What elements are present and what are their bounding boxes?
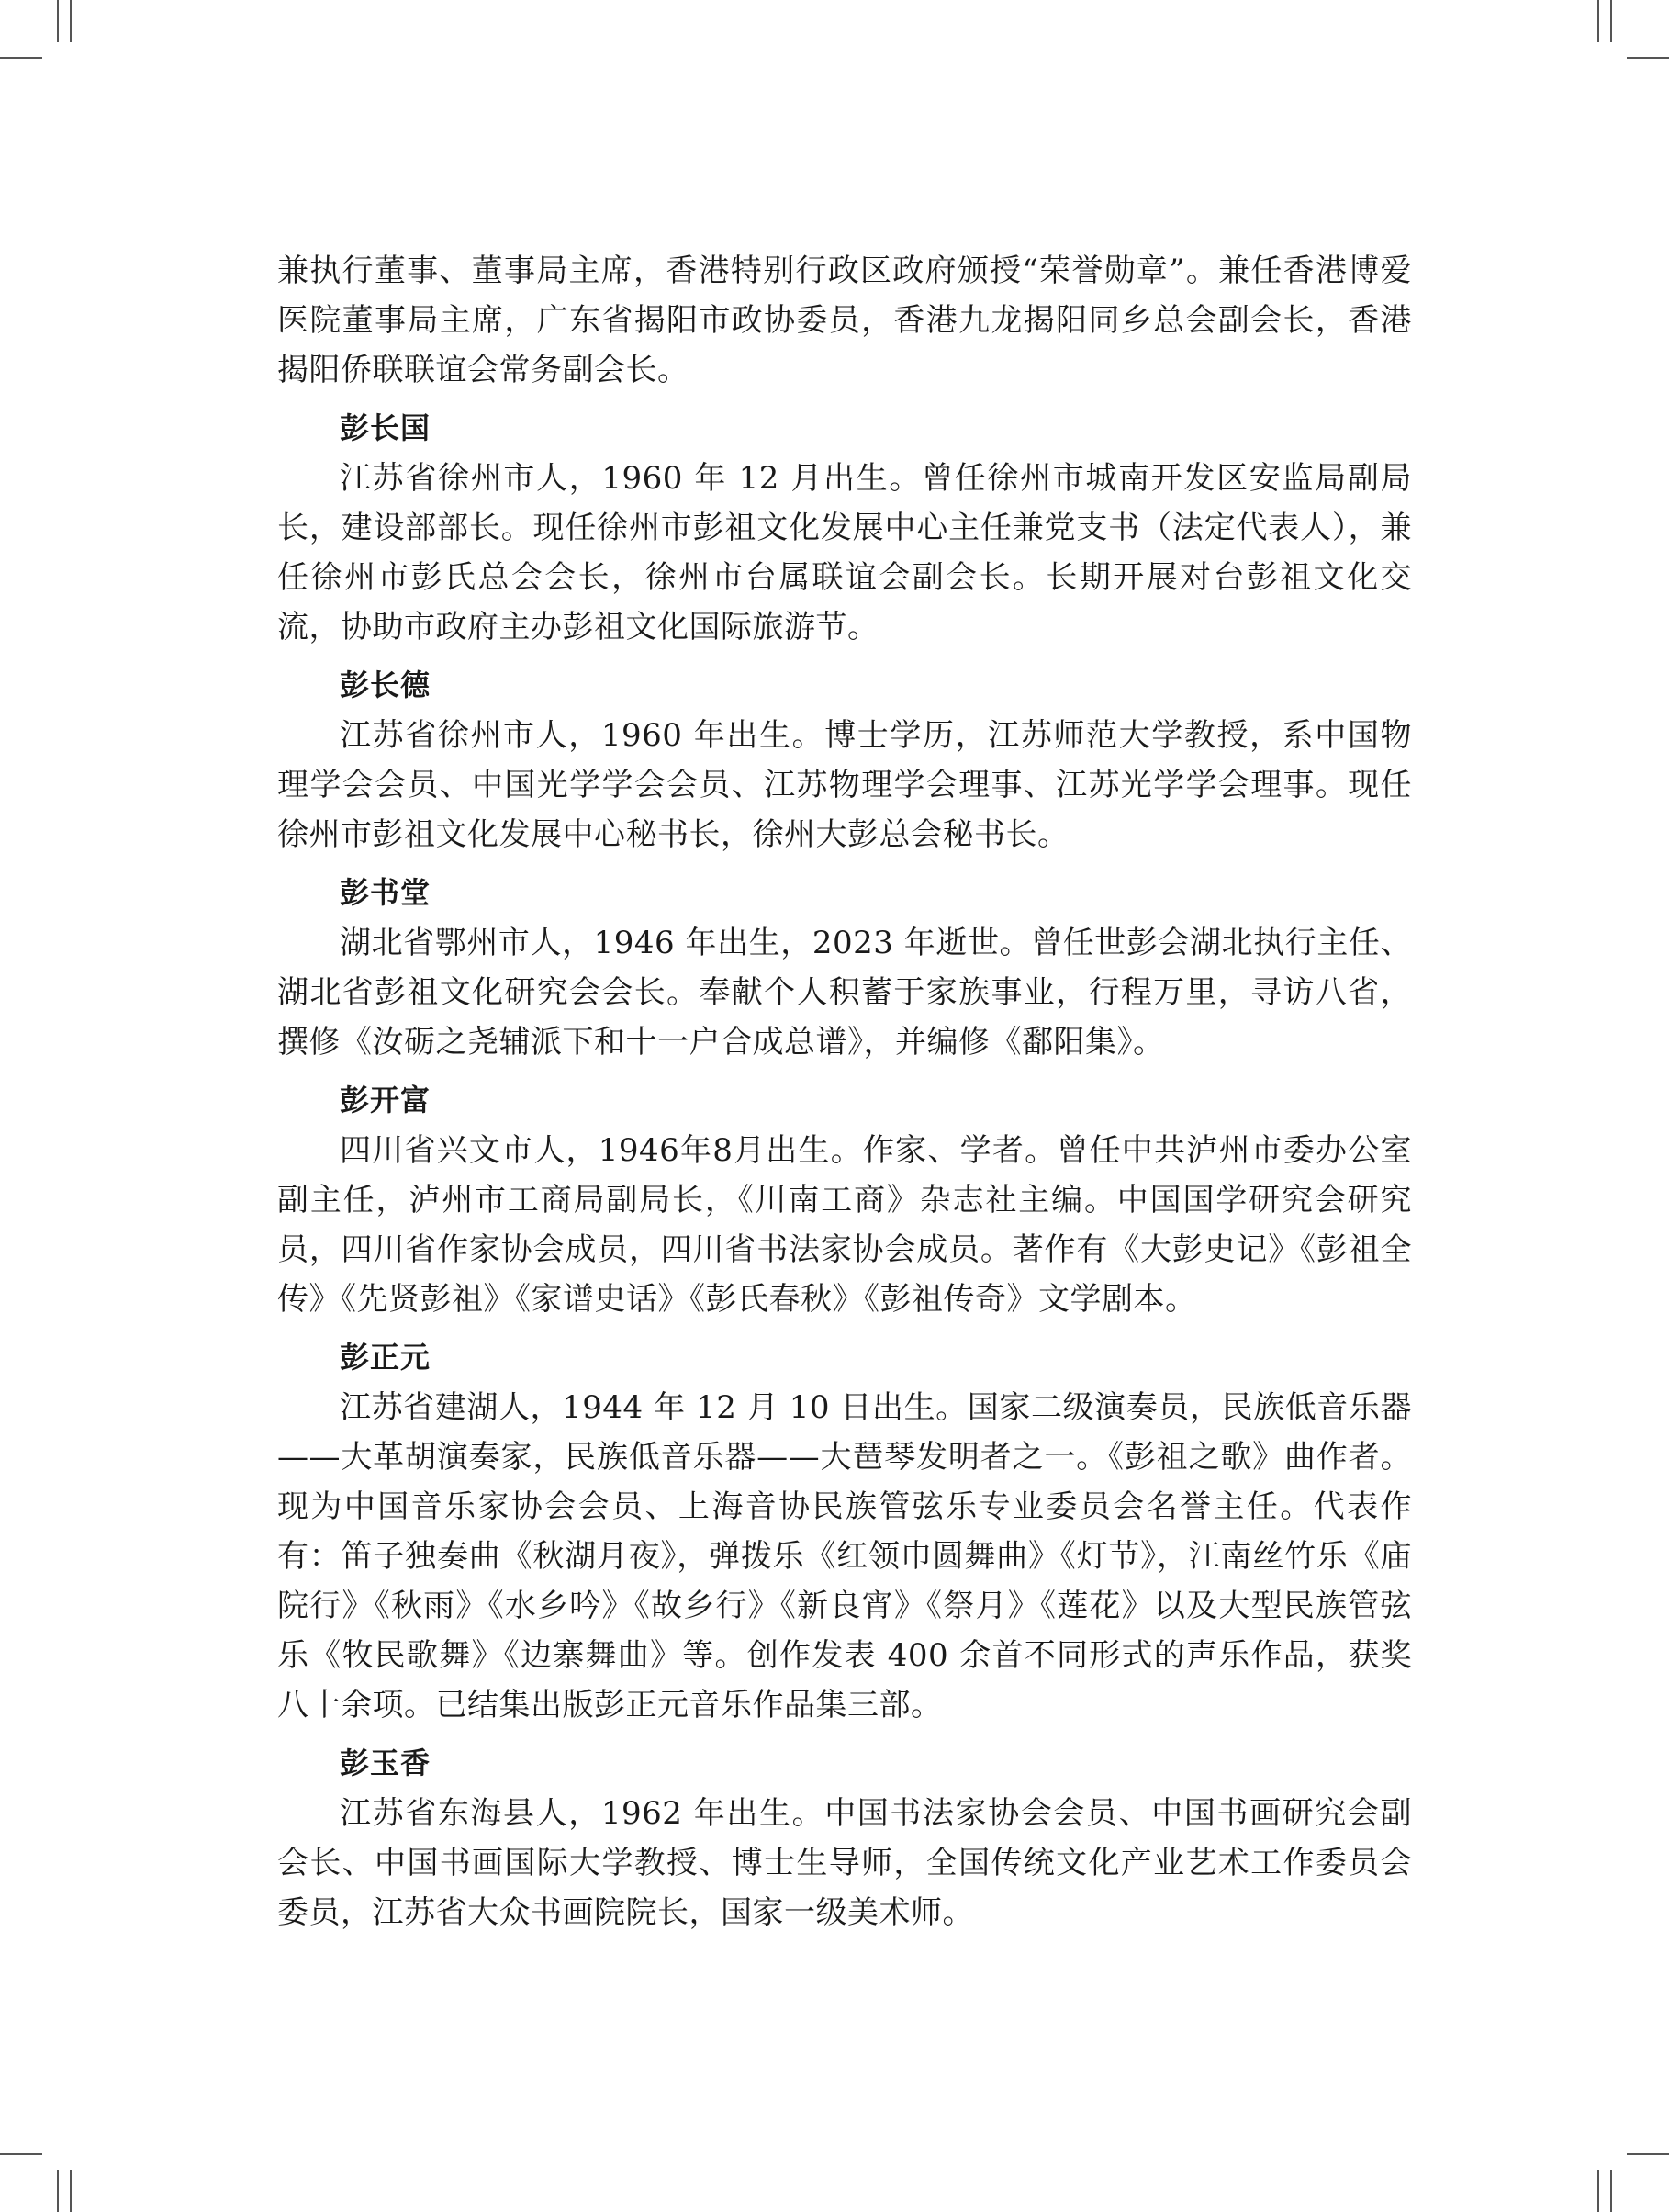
biography-entry	[277, 1737, 1412, 1937]
crop-mark	[0, 2153, 42, 2155]
crop-mark	[70, 2170, 72, 2212]
biography-entry	[277, 659, 1412, 859]
biography-entry	[277, 867, 1412, 1067]
crop-mark	[57, 2170, 59, 2212]
crop-mark	[1627, 2153, 1669, 2155]
entry-name: 彭玉香	[340, 1746, 431, 1780]
crop-mark	[1597, 2170, 1599, 2212]
entry-name: 彭开富	[340, 1083, 431, 1117]
entry-name: 彭长德	[340, 668, 431, 702]
entry-bio: 江苏省徐州市人，1960 年 12 月出生。曾任徐州市城南开发区安监局副局长，建设部部长。现任徐州市彭祖文化发展中心主任兼党支书（法定代表人），兼任徐州市彭氏总会会长，徐州市台属联谊会副会长。长期开展对台彭祖文化交流，协助市政府主办彭祖文化国际旅游节。	[277, 460, 1412, 646]
crop-mark	[0, 57, 42, 59]
biography-entry	[277, 1074, 1412, 1324]
crop-mark	[1610, 0, 1612, 42]
entry-bio: 湖北省鄂州市人，1946 年出生，2023 年逝世。曾任世彭会湖北执行主任、湖北省彭祖文化研究会会长。奉献个人积蓄于家族事业，行程万里，寻访八省，撰修《汝砺之尧辅派下和十一户合成总谱》，并编修《鄱阳集》。	[277, 925, 1412, 1061]
biography-entry	[277, 1331, 1412, 1730]
entry-bio: 四川省兴文市人，1946年8月出生。作家、学者。曾任中共泸州市委办公室副主任，泸州市工商局副局长，《川南工商》杂志社主编。中国国学研究会研究员，四川省作家协会成员，四川省书法家协会成员。著作有《大彭史记》《彭祖全传》《先贤彭祖》《家谱史话》《彭氏春秋》《彭祖传奇》文学剧本。	[277, 1132, 1412, 1318]
crop-mark	[70, 0, 72, 42]
entry-bio: 江苏省东海县人，1962 年出生。中国书法家协会会员、中国书画研究会副会长、中国书画国际大学教授、博士生导师，全国传统文化产业艺术工作委员会委员，江苏省大众书画院院长，国家一级美术师。	[277, 1795, 1412, 1931]
entry-bio: 江苏省建湖人，1944 年 12 月 10 日出生。国家二级演奏员，民族低音乐器——大革胡演奏家，民族低音乐器——大琶琴发明者之一。《彭祖之歌》曲作者。现为中国音乐家协会会员、上海音协民族管弦乐专业委员会名誉主任。代表作有：笛子独奏曲《秋湖月夜》，弹拨乐《红领巾圆舞曲》《灯节》，江南丝竹乐《庙院行》《秋雨》《水乡吟》《故乡行》《新良宵》《祭月》《莲花》以及大型民族管弦乐《牧民歌舞》《边寨舞曲》等。创作发表 400 余首不同形式的声乐作品，获奖八十余项。已结集出版彭正元音乐作品集三部。	[277, 1389, 1412, 1724]
entry-name: 彭正元	[340, 1340, 431, 1375]
crop-mark	[1597, 0, 1599, 42]
entry-name: 彭长国	[340, 410, 431, 445]
crop-mark	[1627, 57, 1669, 59]
biography-entry	[277, 402, 1412, 652]
page-body	[277, 246, 1412, 1937]
entry-bio: 江苏省徐州市人，1960 年出生。博士学历，江苏师范大学教授，系中国物理学会会员、中国光学学会会员、江苏物理学会理事、江苏光学学会理事。现任徐州市彭祖文化发展中心秘书长，徐州大彭总会秘书长。	[277, 717, 1412, 853]
intro-paragraph: 兼执行董事、董事局主席，香港特别行政区政府颁授“荣誉勋章”。兼任香港博爱医院董事局主席，广东省揭阳市政协委员，香港九龙揭阳同乡总会副会长，香港揭阳侨联联谊会常务副会长。	[277, 253, 1412, 388]
crop-mark	[1610, 2170, 1612, 2212]
entry-name: 彭书堂	[340, 875, 431, 910]
crop-mark	[57, 0, 59, 42]
